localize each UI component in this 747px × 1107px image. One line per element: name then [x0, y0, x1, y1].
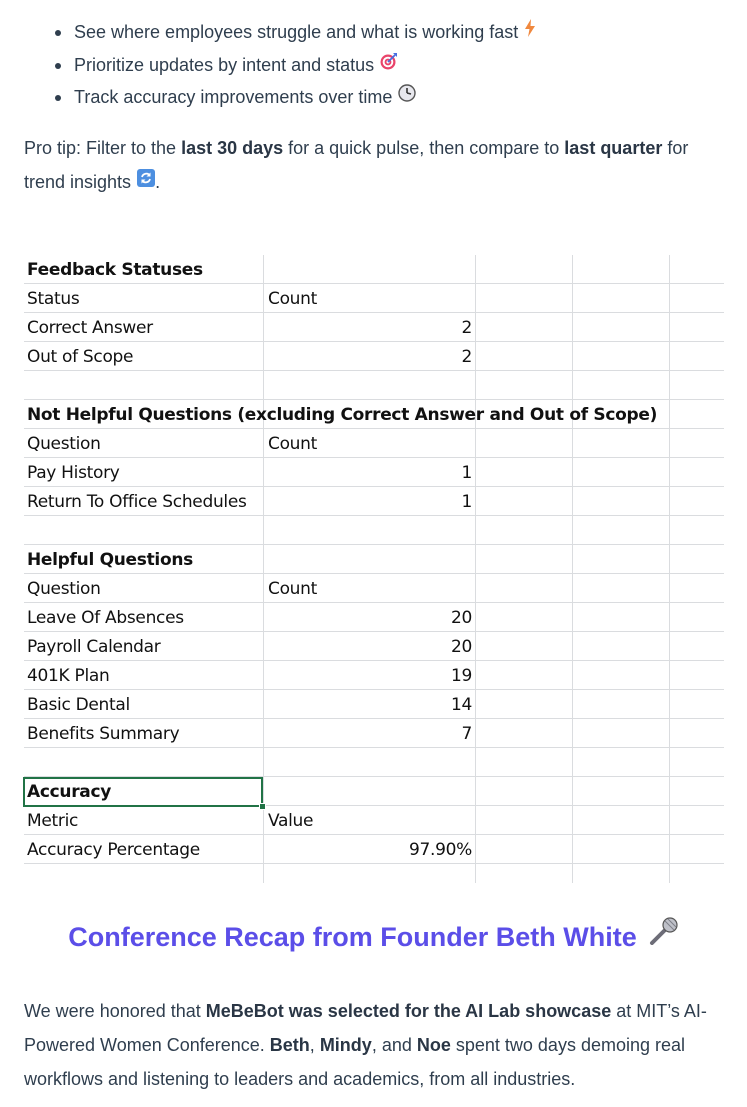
- tip-bold-compare: last quarter: [564, 138, 663, 158]
- table-row: Pay History 1: [24, 458, 724, 487]
- spreadsheet-screenshot: [24, 255, 724, 883]
- table-row: [24, 284, 724, 313]
- table-row: [24, 371, 724, 400]
- table-row: Basic Dental 14: [24, 690, 724, 719]
- table-row: [24, 400, 724, 429]
- selected-cell-outline[interactable]: [23, 777, 263, 807]
- feature-bullet-list: [52, 16, 536, 114]
- table-row: [24, 545, 724, 574]
- bullet-item: Prioritize updates by intent and status: [52, 49, 536, 82]
- column-header: Status: [27, 289, 80, 309]
- table-row: Out of Scope 2: [24, 342, 724, 371]
- table-row: 401K Plan 19: [24, 661, 724, 690]
- recap-paragraph: We were honored that MeBeBot was selected for the AI Lab showcase at MIT’s AI-Powered Women Conference. Beth, Mindy, and Noe spent two days demoing real workflows and listening to leaders and academics, from all industries.: [24, 1001, 707, 1089]
- table-row: Return To Office Schedules 1: [24, 487, 724, 516]
- refresh-icon: [137, 164, 155, 198]
- bullet-item: See where employees struggle and what is working fast: [52, 16, 536, 49]
- table-row: [24, 429, 724, 458]
- table-row: Correct Answer 2: [24, 313, 724, 342]
- column-header: Count: [268, 289, 317, 309]
- feedback-section-title: Feedback Statuses: [27, 260, 203, 280]
- table-row: [24, 516, 724, 545]
- column-header: Count: [268, 579, 317, 599]
- column-header: Count: [268, 434, 317, 454]
- table-row: Leave Of Absences 20: [24, 603, 724, 632]
- column-header: Question: [27, 579, 101, 599]
- bullet-item: Track accuracy improvements over time: [52, 81, 536, 114]
- section-heading: Conference Recap from Founder Beth White: [0, 918, 747, 958]
- clock-icon: [398, 80, 416, 113]
- table-row: [24, 255, 724, 284]
- fill-handle[interactable]: [259, 803, 266, 810]
- column-header: Question: [27, 434, 101, 454]
- table-row: [24, 806, 724, 835]
- table-row: Benefits Summary 7: [24, 719, 724, 748]
- table-row: [24, 748, 724, 777]
- column-header: Metric: [27, 811, 79, 831]
- table-row: Accuracy Percentage 97.90%: [24, 835, 724, 864]
- target-icon: [380, 48, 398, 81]
- column-header: Value: [268, 811, 314, 831]
- lightning-icon: [524, 15, 536, 48]
- helpful-section-title: Helpful Questions: [27, 550, 193, 570]
- table-row: [24, 574, 724, 603]
- not-helpful-section-title: Not Helpful Questions (excluding Correct Answer and Out of Scope): [27, 405, 658, 425]
- accuracy-section-title: Accuracy: [27, 782, 112, 802]
- pro-tip-paragraph: Pro tip: Filter to the last 30 days for a quick pulse, then compare to last quarter for trend insights .: [24, 131, 729, 200]
- microphone-icon: [649, 917, 679, 955]
- tip-bold-range: last 30 days: [181, 138, 284, 158]
- table-row: Payroll Calendar 20: [24, 632, 724, 661]
